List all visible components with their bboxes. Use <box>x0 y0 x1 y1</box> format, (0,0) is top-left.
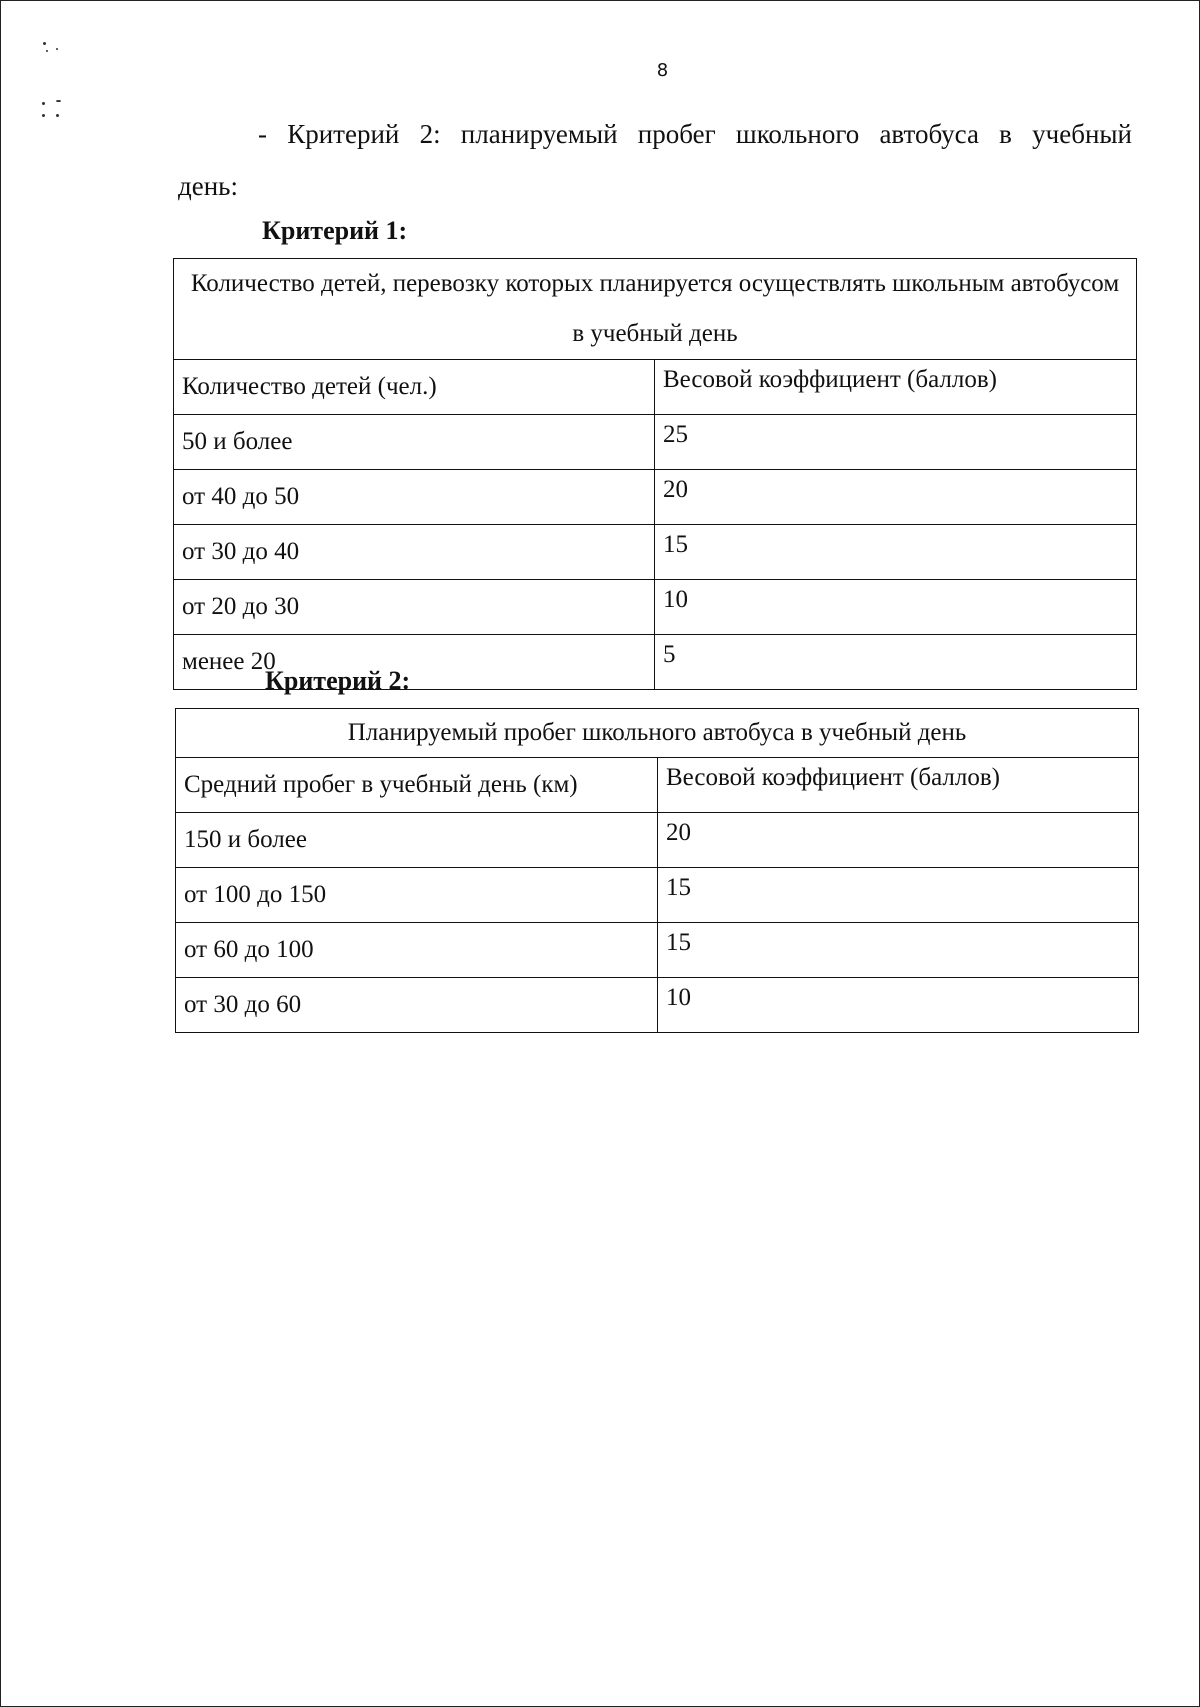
criterion-1-table <box>173 258 1137 690</box>
column-header: Количество детей (чел.) <box>174 360 655 415</box>
column-header: Весовой коэффициент (баллов) <box>655 360 1137 415</box>
table-cell-range: от 20 до 30 <box>174 580 655 635</box>
table-header-row <box>174 360 1137 415</box>
table-cell-range: от 40 до 50 <box>174 470 655 525</box>
table-cell-score: 20 <box>655 470 1137 525</box>
table-cell-range: от 30 до 40 <box>174 525 655 580</box>
table-cell-score: 15 <box>658 923 1139 978</box>
table-cell-range: 50 и более <box>174 415 655 470</box>
page-number: 8 <box>656 60 669 81</box>
table-row <box>176 978 1139 1033</box>
table-cell-range: от 100 до 150 <box>176 868 658 923</box>
column-header: Весовой коэффициент (баллов) <box>658 758 1139 813</box>
table-cell-score: 5 <box>655 635 1137 690</box>
scan-artifact-marks <box>40 40 80 140</box>
table-caption: Количество детей, перевозку которых планируется осуществлять школьным автобусом в учебный день <box>174 259 1137 360</box>
criterion-2-table <box>175 708 1139 1033</box>
criterion-1-heading: Критерий 1: <box>262 216 408 245</box>
table-row <box>176 813 1139 868</box>
table-cell-range: менее 20 <box>174 635 655 690</box>
table-cell-range: 150 и более <box>176 813 658 868</box>
table-cell-score: 10 <box>655 580 1137 635</box>
table-cell-score: 20 <box>658 813 1139 868</box>
table-header-row <box>176 758 1139 813</box>
intro-paragraph <box>178 108 1132 212</box>
table-row <box>174 525 1137 580</box>
table-caption: Планируемый пробег школьного автобуса в учебный день <box>176 709 1139 758</box>
table-cell-score: 15 <box>658 868 1139 923</box>
intro-line-2: день: <box>178 171 238 201</box>
criterion-2-heading: Критерий 2: <box>265 666 411 695</box>
column-header: Средний пробег в учебный день (км) <box>176 758 658 813</box>
table-cell-score: 10 <box>658 978 1139 1033</box>
table-row <box>176 923 1139 978</box>
table-caption-row <box>176 709 1139 758</box>
table-row <box>174 580 1137 635</box>
table-row <box>174 470 1137 525</box>
table-caption-row <box>174 259 1137 360</box>
table-cell-score: 25 <box>655 415 1137 470</box>
table-cell-score: 15 <box>655 525 1137 580</box>
intro-line-1: - Критерий 2: планируемый пробег школьного автобуса в учебный <box>258 119 1132 149</box>
table-row <box>176 868 1139 923</box>
table-row <box>174 415 1137 470</box>
table-cell-range: от 30 до 60 <box>176 978 658 1033</box>
table-cell-range: от 60 до 100 <box>176 923 658 978</box>
